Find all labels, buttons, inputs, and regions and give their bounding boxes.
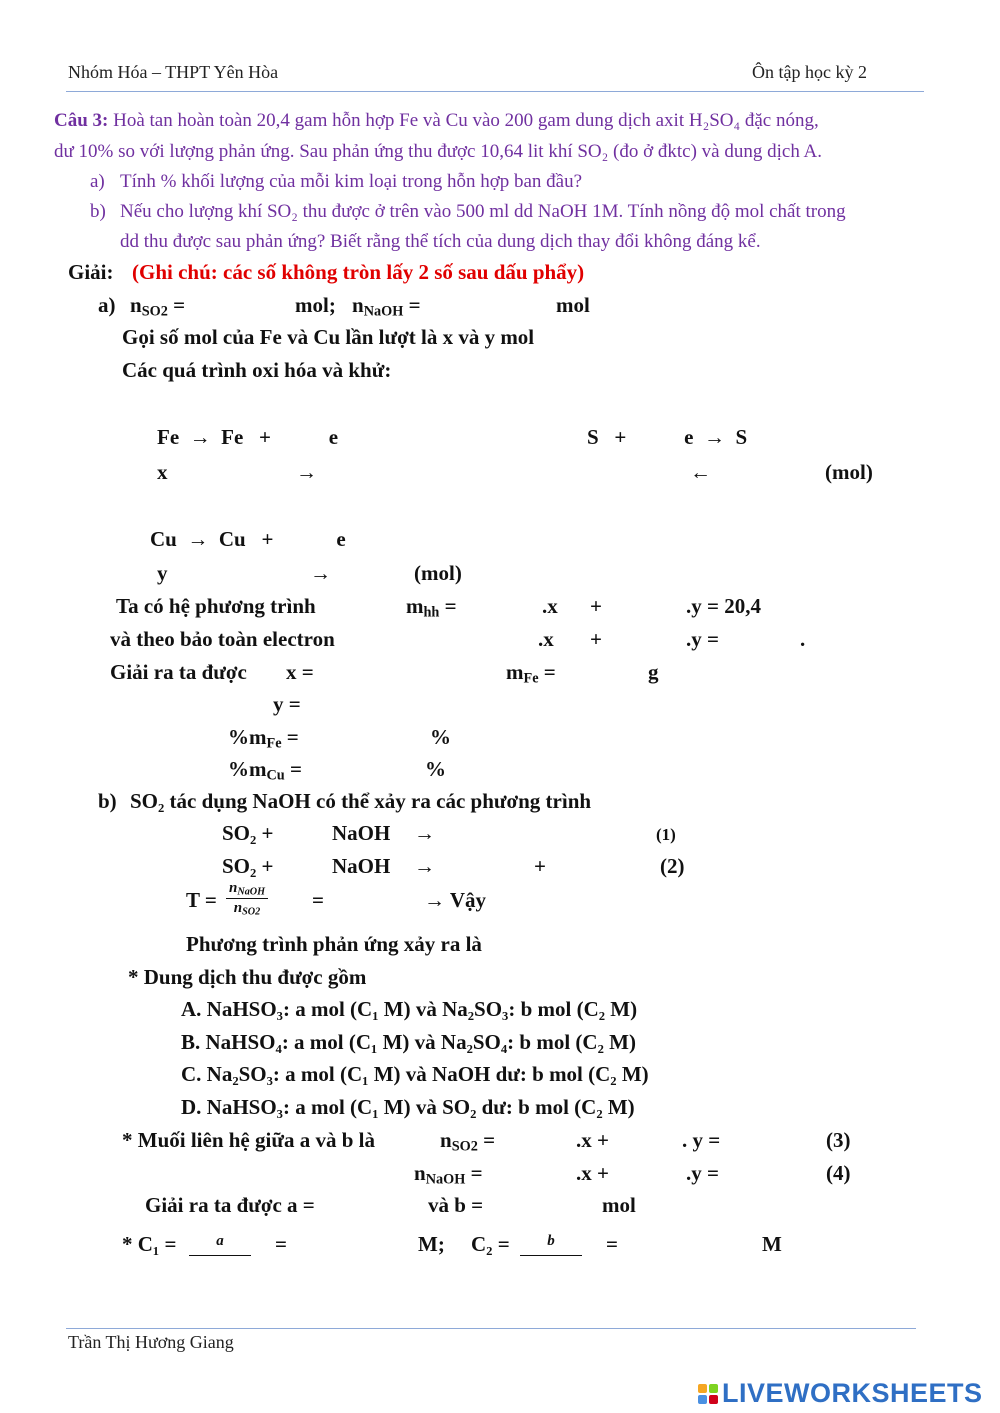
question-b-marker: b) — [90, 201, 106, 222]
eq2-plus: + — [590, 627, 602, 651]
y-eq: y = — [273, 692, 301, 716]
solution-label: Giải: — [68, 260, 114, 284]
mol-unit-5: mol — [602, 1193, 636, 1217]
bao-toan-e: và theo bảo toàn electron — [110, 627, 335, 651]
n-naoh-label: $n_{NaOH}$ = — [352, 293, 421, 320]
rel3-n-label: $n_{SO2}$ = — [440, 1128, 496, 1155]
part-b-marker: b) — [98, 789, 117, 813]
part-a-marker: a) — [98, 293, 116, 317]
t-equals: = — [312, 888, 324, 912]
question-line-1 — [54, 106, 819, 136]
x-eq: x = — [286, 660, 314, 684]
c1-equals: = — [275, 1232, 287, 1256]
question-text-1: Hoà tan hoàn toàn 20,4 gam hỗn hợp Fe và Cu vào 200 gam dung dịch axit H₂SO₄ đặc nóng, — [113, 110, 819, 131]
muoi-lien-he: * Muối liên hệ giữa a và b là — [122, 1128, 375, 1152]
option-d[interactable]: D. NaHSO₃: a mol (C₁ M) và SO₂ dư: b mol (C₂ M) — [181, 1095, 635, 1119]
logo-mark-icon — [698, 1384, 718, 1404]
header-rule — [66, 91, 924, 92]
reaction-2-number: (2) — [660, 854, 685, 878]
rel3-x: .x + — [576, 1128, 609, 1152]
rel3-y: . y = — [682, 1128, 721, 1152]
t-numerator: $n_{NaOH}$ — [226, 880, 268, 899]
goi-so-mol: Gọi số mol của Fe và Cu lần lượt là x và y mol — [122, 325, 535, 349]
pct-fe-unit: % — [430, 725, 451, 749]
giai-a: Giải ra ta được a = — [145, 1193, 315, 1217]
arrow-right-1: → — [296, 460, 317, 484]
va-b: và b = — [428, 1193, 484, 1217]
n-so2-label: $n_{SO2}$ = — [130, 293, 186, 320]
pct-cu-label: $\%m_{Cu}$ = — [228, 757, 302, 784]
eq2-dot: . — [800, 627, 806, 651]
liveworksheets-logo — [698, 1378, 983, 1409]
m-fe-label: $m_{Fe}$ = — [506, 660, 556, 687]
part-b-title: SO₂ tác dụng NaOH có thể xảy ra các phương trình — [130, 789, 592, 813]
pct-cu-unit: % — [425, 757, 446, 781]
rel4-number: (4) — [826, 1161, 851, 1185]
mol-unit-2: mol — [556, 293, 590, 317]
ta-co-he: Ta có hệ phương trình — [116, 594, 316, 618]
c2-label: C₂ = — [471, 1232, 510, 1256]
eq2-y: .y = — [686, 627, 719, 651]
m-hh-label: $m_{hh}$ = — [406, 594, 457, 621]
arrow-left: ← — [690, 460, 711, 484]
option-c[interactable]: C. Na₂SO₃: a mol (C₁ M) và NaOH dư: b mol (C₂ M) — [181, 1062, 649, 1086]
option-a[interactable]: A. NaHSO₃: a mol (C₁ M) và Na₂SO₃: b mol (C₂ M) — [181, 997, 638, 1021]
c2-numerator: b — [547, 1232, 555, 1249]
mol-unit-4: (mol) — [414, 561, 462, 585]
question-text-2: dư 10% so với lượng phản ứng. Sau phản ứng thu được 10,64 lit khí SO₂ (đo ở đktc) và dung dịch A. — [54, 141, 822, 162]
question-label: Câu 3: — [54, 110, 109, 131]
reaction-2-plus: + — [534, 854, 546, 878]
eq1-y: .y = 20,4 — [686, 594, 761, 618]
c1-label: * C₁ = — [122, 1232, 177, 1256]
mol-unit-3: (mol) — [825, 460, 873, 484]
footer-rule — [66, 1328, 916, 1329]
footer-author: Trần Thị Hương Giang — [68, 1332, 234, 1352]
reaction-2-arrow: → — [414, 854, 435, 878]
rel3-number: (3) — [826, 1128, 851, 1152]
pct-fe-label: $\%m_{Fe}$ = — [228, 725, 299, 752]
c2-fraction — [520, 1232, 582, 1266]
cac-qua-trinh: Các quá trình oxi hóa và khử: — [122, 358, 392, 382]
giai-ra: Giải ra ta được — [110, 660, 247, 684]
question-a-marker: a) — [90, 171, 105, 192]
arrow-right-2: → — [310, 561, 331, 585]
g-unit: g — [648, 660, 659, 684]
dd-thu-duoc: * Dung dịch thu được gồm — [128, 965, 367, 989]
x-label: x — [157, 460, 168, 484]
rel4-n-label: $n_{NaOH}$ = — [414, 1161, 483, 1188]
c1-unit: M; — [418, 1232, 445, 1256]
reaction-2-left: SO₂ + — [222, 854, 274, 878]
reaction-1-number: (1) — [656, 825, 676, 844]
c2-equals: = — [606, 1232, 618, 1256]
t-label: T = — [186, 888, 217, 912]
s-reduction: S + e → S — [587, 425, 748, 449]
logo-text: LIVEWORKSHEETS — [722, 1378, 983, 1408]
rel4-x: .x + — [576, 1161, 609, 1185]
question-b-1: Nếu cho lượng khí SO₂ thu được ở trên vào 500 ml dd NaOH 1M. Tính nồng độ mol chất trong — [120, 201, 846, 222]
c1-fraction — [189, 1232, 251, 1266]
reaction-1-left: SO₂ + — [222, 821, 274, 845]
eq2-x: .x — [538, 627, 554, 651]
eq1-plus: + — [590, 594, 602, 618]
cu-oxidation: Cu → Cu + e — [150, 527, 346, 551]
t-fraction — [226, 880, 268, 917]
t-denominator: $n_{SO2}$ — [233, 900, 261, 918]
solution-note: (Ghi chú: các số không tròn lấy 2 số sau dấu phẩy) — [132, 260, 585, 284]
vay-label: → Vậy — [424, 888, 487, 912]
option-b[interactable]: B. NaHSO₄: a mol (C₁ M) và Na₂SO₄: b mol (C₂ M) — [181, 1030, 636, 1054]
reaction-1-arrow: → — [414, 821, 435, 845]
header-right: Ôn tập học kỳ 2 — [752, 62, 867, 82]
fe-oxidation: Fe → Fe + e — [157, 425, 339, 449]
question-b-2: dd thu được sau phản ứng? Biết rằng thể tích của dung dịch thay đổi không đáng kể. — [120, 231, 761, 252]
reaction-1-naoh: NaOH — [332, 821, 391, 845]
rel4-y: .y = — [686, 1161, 719, 1185]
mol-unit-1: mol; — [295, 293, 336, 317]
question-a: Tính % khối lượng của mỗi kim loại trong hỗn hợp ban đầu? — [120, 171, 583, 192]
eq1-x: .x — [542, 594, 558, 618]
pt-xay-ra: Phương trình phản ứng xảy ra là — [186, 932, 482, 956]
reaction-2-naoh: NaOH — [332, 854, 391, 878]
header-left: Nhóm Hóa – THPT Yên Hòa — [68, 62, 279, 82]
y-label: y — [157, 561, 168, 585]
c1-numerator: a — [216, 1232, 224, 1249]
c2-unit: M — [762, 1232, 782, 1256]
